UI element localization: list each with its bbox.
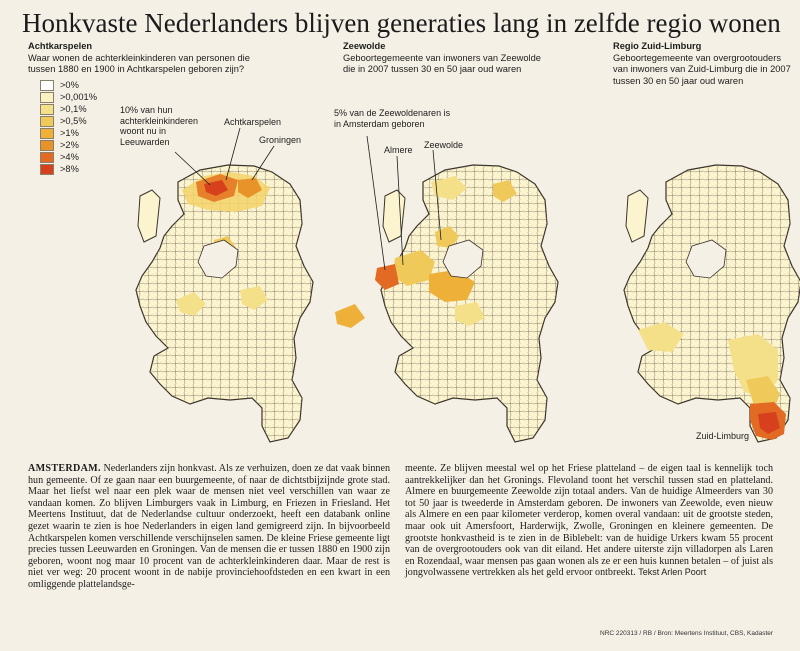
legend-label: >0,1%: [60, 104, 87, 114]
dateline: AMSTERDAM.: [28, 463, 101, 474]
section-title: Achtkarspelen: [28, 41, 93, 51]
legend-label: >0%: [60, 80, 79, 90]
section-body: Geboortegemeente van inwoners van Zeewolde die in 2007 tussen 30 en 50 jaar oud waren: [343, 52, 541, 74]
section-body: Geboortegemeente van overgrootouders van inwoners van Zuid-Limburg die in 2007 tussen 30 en 50 jaar oud waren: [613, 52, 791, 86]
legend-label: >0,5%: [60, 116, 87, 126]
annotation-amsterdam: 5% van de Zeewoldenaren is in Amsterdam geboren: [334, 108, 451, 129]
headline: Honkvaste Nederlanders blijven generaties lang in zelfde regio wonen: [22, 8, 781, 38]
section-title: Zeewolde: [343, 41, 386, 51]
legend-label: >8%: [60, 164, 79, 174]
article-column-1: [28, 463, 390, 591]
article-credit: Tekst Arlen Poort: [638, 567, 707, 578]
annotation-almere: Almere: [384, 145, 413, 155]
section-title: Regio Zuid-Limburg: [613, 41, 702, 51]
legend-label: >0,001%: [60, 92, 97, 102]
annotation-leeuwarden: 10% van hun achterkleinkinderen woont nu in Leeuwarden: [120, 105, 199, 147]
section-body: Waar wonen de achterkleinkinderen van personen die tussen 1880 en 1900 in Achtkarspelen geboren zijn?: [28, 52, 250, 74]
map-zuid-limburg: [624, 165, 800, 442]
annotation-zuid-limburg: Zuid-Limburg: [696, 431, 750, 441]
legend-label: >2%: [60, 140, 79, 150]
map-zeewolde: [335, 136, 558, 442]
article-column-2: [405, 463, 773, 579]
article-text: Nederlanders zijn honkvast. Als ze verhuizen, doen ze dat vaak binnen hun gemeente. Of ze gaan naar een buurgemeente, of naar de dichtstbijzijnde grote stad. Maar het liefst wel naar een plek waar de mensen niet veel verschillen van waar ze vandaan komen. Zo blijven Limburgers vaak in Limburg, en Friezen in Friesland. Het Meertens Instituut, dat de Nederlandse cultuur onderzoekt, heeft een databank online gezet waarin te zien is hoe Nederlanders in eigen land gemigreerd zijn. In bijvoorbeeld Achtkarspelen komen verschillende verschijnselen samen. De kleine Friese gemeente ligt precies tussen Leeuwarden en Groningen. Van de mensen die er tussen 1880 en 1900 zijn geboren, woont nog maar 10 procent van de achterkleinkinderen daar. Maar de rest is niet ver weg: 20 procent woont in de nabije provinciehoofdsteden en een kwart in een omliggende plattelandsge-: [28, 463, 391, 590]
source-line: NRC 220313 / RB / Bron: Meertens Instituut, CBS, Kadaster: [600, 630, 774, 637]
annotation-zeewolde: Zeewolde: [424, 140, 464, 150]
legend-label: >4%: [60, 152, 79, 162]
annotation-groningen: Groningen: [259, 135, 302, 145]
map-achtkarspelen: [136, 128, 313, 442]
article-text: meente. Ze blijven meestal wel op het Friese platteland – de eigen taal is kennelijk toch aantrekkelijker dan het Gronings. Flevoland toont het verschil tussen stad en platteland. Almere en buurgemeente Zeewolde zijn totaal anders. Van de huidige Almeerders van 30 tot 50 jaar is tweederde in Amsterdam geboren. De inwoners van Zeewolde, even nieuw als Almere en een paar kilometer verderop, komen overal vandaan: uit de grootste steden, maar ook uit Amersfoort, Harderwijk, Zwolle, Groningen en kleinere gemeenten. De grootste honkvastheid is te zien in de Biblebelt: van de huidige Urkers kwam 55 procent van de overgrootouders ook van dit eiland. Het andere uiterste zijn villadorpen als Laren en Rozendaal, waar mensen pas gaan wonen als ze er een huis kunnen betalen – of juist als jongvolwassene vertrekken als het geld ervoor ontbreekt.: [405, 463, 773, 579]
legend-label: >1%: [60, 128, 79, 138]
annotation-achtkarspelen: Achtkarspelen: [224, 117, 282, 127]
